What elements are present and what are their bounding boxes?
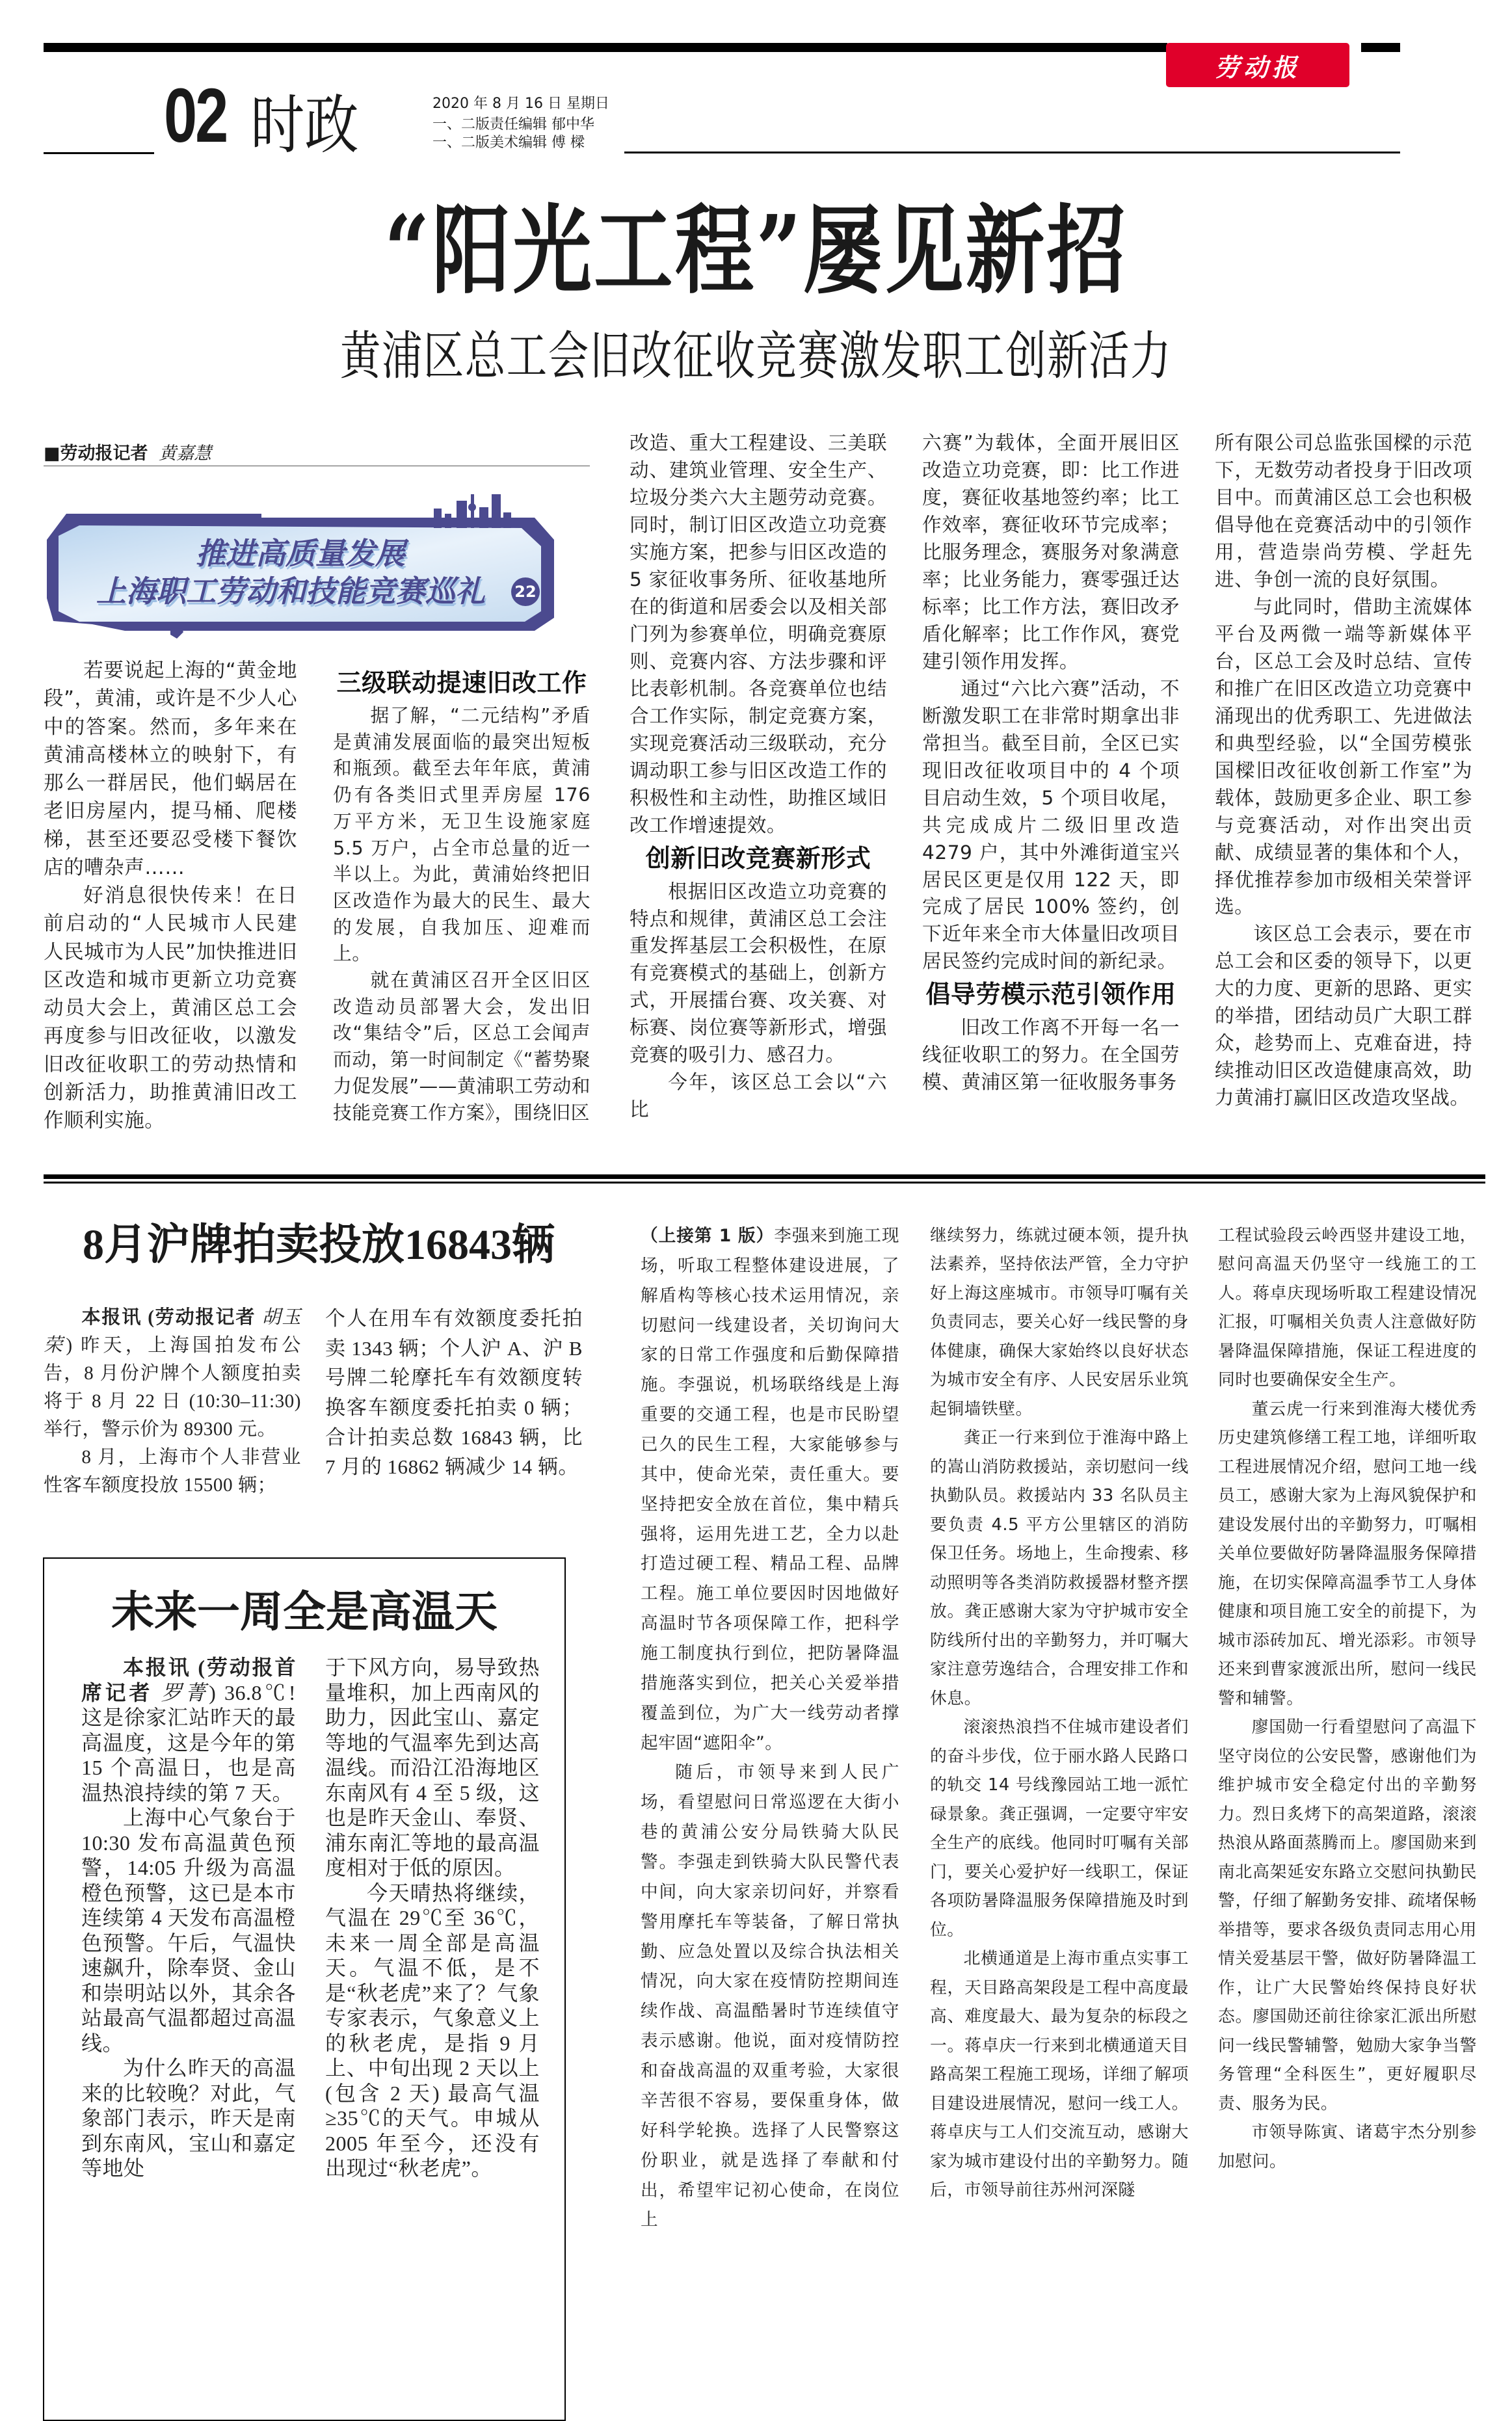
lead-paragraph: 根据旧区改造立功竞赛的特点和规律，黄浦区总工会注重发挥基层工会积极性，在原有竞赛模式的基础上，创新方式，开展擂台赛、攻关赛、对标赛、岗位赛等新形式，增强竞赛的吸引力、感召力。 <box>630 879 887 1066</box>
masthead-rule-left <box>44 152 154 154</box>
lead-paragraph: 就在黄浦区召开全区旧区改造动员部署大会，发出旧改“集结令”后，区总工会闻声而动，第一时间制定《“蓄势聚力促发展”——黄浦职工劳动和技能竞赛工作方案》，围绕旧区 <box>333 969 590 1124</box>
banner-line2: 上海职工劳动和技能竞赛巡礼 <box>96 574 485 609</box>
byline-name: 黄嘉慧 <box>159 443 212 464</box>
continued-column-1 <box>641 1221 899 2235</box>
plate-column-1 <box>44 1304 301 1500</box>
page-number: 02 <box>164 73 227 159</box>
masthead-top-rule-right <box>1361 43 1400 52</box>
banner-line1: 推进高质量发展 <box>196 536 405 571</box>
continued-from-label: （上接第 1 版） <box>641 1226 775 1246</box>
lead-paragraph: 与此同时，借助主流媒体平台及两微一端等新媒体平台，区总工会及时总结、宣传和推广在旧区改造立功竞赛中涌现出的优秀职工、先进做法和典型经验，以“全国劳模张国樑旧改征收创新工作室”为载体，鼓励更多企业、职工参与竞赛活动，对作出突出贡献、成绩显著的集体和个人，择优推荐参加市级相关荣誉评选。 <box>1215 594 1472 918</box>
weather-column-2 <box>325 1655 540 2181</box>
lead-paragraph: 据了解，“二元结构”矛盾是黄浦发展面临的最突出短板和瓶颈。截至去年年底，黄浦仍有各类旧式里弄房屋 176 万平方米，无卫生设施家庭 5.5 万户，占全市总量的近一半以上。为此，黄浦始终把旧区改造作为最大的民生、最大的发展，自我加压、迎难而上。 <box>333 704 590 965</box>
lead-paragraph: 旧改工作离不开每一名一线征收职工的努力。在全国劳模、黄浦区第一征收服务事务 <box>922 1016 1180 1094</box>
continued-paragraph: 工程试验段云岭西竖井建设工地，慰问高温天仍坚守一线施工的工人。蒋卓庆现场听取工程建设情况汇报，叮嘱相关负责人注意做好防暑降温保障措施，保证工程进度的同时也要确保安全生产。 <box>1218 1226 1477 1390</box>
weather-reporter: 罗菁 <box>161 1680 209 1704</box>
plate-paragraph <box>44 1304 301 1444</box>
lead-column-1 <box>44 657 297 1135</box>
section-title: 时政 <box>250 88 359 163</box>
lead-paragraph: 好消息很快传来！在日前启动的“人民城市人民建 人民城市为人民”加快推进旧区改造和城市更新立功竞赛动员大会上，黄浦区总工会再度参与旧改征收，以激发旧改征收职工的劳动热情和创新活力，助推黄浦旧改工作顺利实施。 <box>44 884 297 1133</box>
banner-series-number <box>511 577 540 606</box>
plate-reporter: 胡玉荣 <box>44 1307 302 1356</box>
lead-column-3 <box>630 429 887 1123</box>
logo-text: 劳动报 <box>1214 52 1301 82</box>
weather-paragraph: 今天晴热将继续，气温在 29℃至 36℃，未来一周全部是高温天。气温不低，是不是“秋老虎”来了？气象专家表示，气象意义上的秋老虎，是指 9 月上、中旬出现 2 天以上 (包含 2 天) 最高气温≥35℃的天气。申城从 2005 年至今，还没有出现过“秋老虎”。 <box>325 1881 540 2180</box>
weather-column-1 <box>81 1655 296 2181</box>
weather-headline[interactable]: 未来一周全是高温天 <box>111 1589 497 1636</box>
weather-text: ) 36.8℃! 这是徐家汇站昨天的最高温度，这是今年的第 15 个高温日，也是高温热浪持续的第 7 天。 <box>81 1680 296 1805</box>
lead-subheadline: 黄浦区总工会旧改征收竞赛激发职工创新活力 <box>339 326 1173 386</box>
plate-headline[interactable]: 8月沪牌拍卖投放16843辆 <box>83 1221 555 1269</box>
subhead-innovation: 创新旧改竞赛新形式 <box>645 843 871 873</box>
weather-paragraph <box>81 1655 296 1805</box>
subhead-three-level: 三级联动提速旧改工作 <box>336 668 587 697</box>
continued-paragraph: 继续努力，练就过硬本领，提升执法素养，坚持依法严管，全力守护好上海这座城市。市领导叮嘱有关负责同志，要关心好一线民警的身体健康，确保大家始终以良好状态为城市安全有序、人民安居乐业筑起铜墙铁壁。 <box>930 1226 1189 1419</box>
plate-column-2 <box>325 1304 583 1482</box>
plate-paragraph: 个人在用车有效额度委托拍卖 1343 辆；个人沪 A、沪 B 号牌二轮摩托车有效额度转换客车额度委托拍卖 0 辆；合计拍卖总数 16843 辆，比 7 月的 16862 辆减少 14 辆。 <box>325 1307 583 1479</box>
plate-paragraph: 8 月，上海市个人非营业性客车额度投放 15500 辆； <box>44 1446 301 1496</box>
continued-paragraph: 市领导陈寅、诸葛宇杰分别参加慰问。 <box>1218 2123 1477 2171</box>
continued-paragraph: 随后，市领导来到人民广场，看望慰问日常巡逻在大街小巷的黄浦公安分局铁骑大队民警。李强走到铁骑大队民警代表中间，向大家亲切问好，并察看警用摩托车等装备，了解日常执勤、应急处置以及综合执法相关情况，向大家在疫情防控期间连续作战、高温酷暑时节连续值守表示感谢。他说，面对疫情防控和奋战高温的双重考验，大家很辛苦很不容易，要保重身体，做好科学轮换。选择了人民警察这份职业，就是选择了奉献和付出，希望牢记初心使命，在岗位上 <box>641 1762 899 2230</box>
plate-text: ) 昨天，上海国拍发布公告，8 月份沪牌个人额度拍卖将于 8 月 22 日 (10:30–11:30)举行，警示价为 89300 元。 <box>44 1334 301 1440</box>
lead-paragraph: 通过“六比六赛”活动，不断激发职工在非常时期拿出非常担当。截至目前，全区已实现旧改征收项目中的 4 个项目启动生效，5 个项目收尾，共完成成片二级旧里改造 4279 户，其中外滩街道宝兴居民区更是仅用 122 天，即完成了居民 100% 签约，创下近年来全市大体量旧改项目居民签约完成时间的新纪录。 <box>922 676 1180 973</box>
editor-credit: 一、二版责任编辑 郁中华 <box>432 116 594 133</box>
continued-paragraph: 龚正一行来到位于淮海中路上的嵩山消防救援站，亲切慰问一线执勤队员。救援站内 33 名队员主要负责 4.5 平方公里辖区的消防保卫任务。场地上，生命搜索、移动照明等各类消防救援器材整齐摆放。龚正感谢大家为守护城市安全防线所付出的辛勤努力，并叮嘱大家注意劳逸结合，合理安排工作和休息。 <box>930 1428 1189 1708</box>
subhead-model-worker: 倡导劳模示范引领作用 <box>925 979 1176 1009</box>
byline-label: ■劳动报记者 <box>44 443 148 464</box>
lead-column-4 <box>922 429 1180 1096</box>
continued-paragraph: 北横通道是上海市重点实事工程，天目路高架段是工程中高度最高、难度最大、最为复杂的标段之一。蒋卓庆一行来到北横通道天目路高架工程施工现场，详细了解项目建设进展情况，慰问一线工人。蒋卓庆与工人们交流互动，感谢大家为城市建设付出的辛勤努力。随后，市领导前往苏州河深隧 <box>930 1949 1189 2200</box>
continued-paragraph: 廖国勋一行看望慰问了高温下坚守岗位的公安民警，感谢他们为维护城市安全稳定付出的辛勤努力。烈日炙烤下的高架道路，滚滚热浪从路面蒸腾而上。廖国勋来到南北高架延安东路立交慰问执勤民警，仔细了解勤务安排、疏堵保畅举措等，要求各级负责同志用心用情关爱基层干警，做好防暑降温工作，让广大民警始终保持良好状态。廖国勋还前往徐家汇派出所慰问一线民警辅警，勉励大家争当警务管理“全科医生”，更好履职尽责、服务为民。 <box>1218 1717 1477 2113</box>
banner-number-text: 22 <box>514 583 537 601</box>
continued-column-3 <box>1218 1221 1477 2176</box>
continued-column-2 <box>930 1221 1189 2204</box>
section-divider-thick <box>44 1174 1485 1179</box>
art-editor-credit: 一、二版美术编辑 傅 樑 <box>432 135 585 151</box>
continued-text: 李强来到施工现场，听取工程整体建设进展，了解盾构等核心技术运用情况，亲切慰问一线建设者，关切询问大家的日常工作强度和后勤保障措施。李强说，机场联络线是上海重要的交通工程，也是市民盼望已久的民生工程，大家能够参与其中，使命光荣，责任重大。要坚持把安全放在首位，集中精兵强将，运用先进工艺，全力以赴打造过硬工程、精品工程、品牌工程。施工单位要因时因地做好高温时节各项保障工作，把科学施工制度执行到位，把防暑降温措施落实到位，把关心关爱举措覆盖到位，为广大一线劳动者撑起牢固“遮阳伞”。 <box>641 1226 899 1753</box>
section-divider-thin <box>44 1182 1485 1184</box>
lead-paragraph: 改造、重大工程建设、三美联动、建筑业管理、安全生产、垃圾分类六大主题劳动竞赛。同时，制订旧区改造立功竞赛实施方案，把参与旧区改造的 5 家征收事务所、征收基地所在的街道和居委会以及相关部门列为参赛单位，明确竞赛原则、竞赛内容、方法步骤和评比表彰机制。各竞赛单位也结合工作实际，制定竞赛方案，实现竞赛活动三级联动，充分调动职工参与旧区改造工作的积极性和主动性，助推区域旧改工作增速提效。 <box>630 431 887 836</box>
lead-paragraph: 六赛”为载体，全面开展旧区改造立功竞赛，即：比工作进度，赛征收基地签约率；比工作效率，赛征收环节完成率；比服务理念，赛服务对象满意率；比业务能力，赛零强迁达标率；比工作方法，赛旧改矛盾化解率；比工作作风，赛党建引领作用发挥。 <box>922 431 1180 672</box>
masthead-rule-right <box>624 152 1400 153</box>
lead-column-5 <box>1215 429 1472 1111</box>
continued-paragraph <box>641 1221 899 1758</box>
lead-column-2 <box>333 663 590 1126</box>
weather-paragraph: 为什么昨天的高温来的比较晚？对此，气象部门表示，昨天是南到东南风，宝山和嘉定等地处 <box>81 2056 296 2180</box>
lead-paragraph: 今年，该区总工会以“六比 <box>630 1070 887 1121</box>
newspaper-logo[interactable] <box>1166 43 1349 87</box>
series-banner <box>40 494 561 642</box>
plate-dateline: 本报讯 (劳动报记者 <box>81 1307 256 1328</box>
lead-paragraph: 该区总工会表示，要在市总工会和区委的领导下，以更大的力度、更新的思路、更实的举措，团结动员广大职工群众，趁势而上、克难奋进，持续推动旧区改造健康高效，助力黄浦打赢旧区改造攻坚战。 <box>1215 922 1472 1109</box>
issue-date: 2020 年 8 月 16 日 星期日 <box>432 96 609 112</box>
continued-paragraph: 滚滚热浪挡不住城市建设者们的奋斗步伐，位于丽水路人民路口的轨交 14 号线豫园站工地一派忙碌景象。龚正强调，一定要守牢安全生产的底线。他同时叮嘱有关部门，要关心爱护好一线职工，保证各项防暑降温服务保障措施及时到位。 <box>930 1717 1189 1940</box>
weather-paragraph: 于下风方向，易导致热量堆积，加上西南风的助力，因此宝山、嘉定等地的气温率先到达高温线。而沿江沿海地区东南风有 4 至 5 级，这也是昨天金山、奉贤、浦东南汇等地的最高温度相对于低的原因。 <box>325 1656 540 1879</box>
lead-paragraph: 所有限公司总监张国樑的示范下，无数劳动者投身于旧改项目中。而黄浦区总工会也积极倡导他在竞赛活动中的引领作用，营造崇尚劳模、学赶先进、争创一流的良好氛围。 <box>1215 431 1472 590</box>
continued-paragraph: 董云虎一行来到淮海大楼优秀历史建筑修缮工程工地，详细听取工程进展情况介绍，慰问工地一线员工，感谢大家为上海风貌保护和建设发展付出的辛勤努力，叮嘱相关单位要做好防暑降温服务保障措施，在切实保障高温季节工人身体健康和项目施工安全的前提下，为城市添砖加瓦、增光添彩。市领导还来到曹家渡派出所，慰问一线民警和辅警。 <box>1218 1399 1477 1708</box>
lead-headline[interactable]: “阳光工程”屡见新招 <box>384 194 1128 307</box>
lead-byline <box>44 442 590 466</box>
weather-paragraph: 上海中心气象台于 10:30 发布高温黄色预警，14:05 升级为高温橙色预警，这已是本市连续第 4 天发布高温橙色预警。午后，气温快速飙升，除奉贤、金山和崇明站以外，其余各站最高气温都超过高温线。 <box>81 1806 296 2055</box>
lead-paragraph: 若要说起上海的“黄金地段”，黄浦，或许是不少人心中的答案。然而，多年来在黄浦高楼林立的映射下，有那么一群居民，他们蜗居在老旧房屋内，提马桶、爬楼梯，甚至还要忍受楼下餐饮店的嘈杂声…… <box>44 659 297 879</box>
masthead-top-rule <box>44 43 1167 52</box>
weather-dateline: 本报讯 (劳动报首席记者 <box>81 1656 296 1704</box>
